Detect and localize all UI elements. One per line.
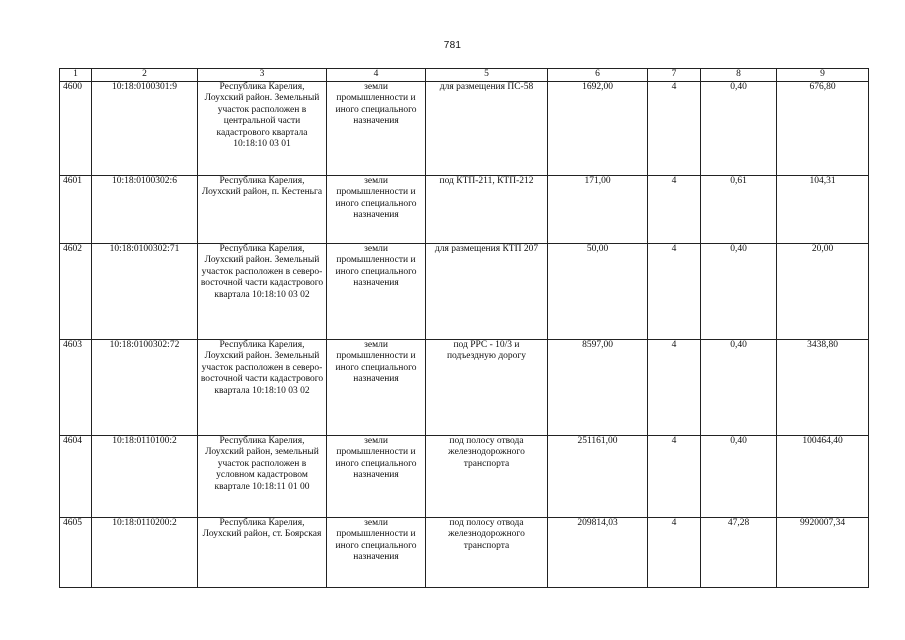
- row-number-cell: 4600: [60, 82, 92, 176]
- group-cell: 4: [648, 340, 701, 436]
- land-category-cell: земли промышленности и иного специального назначения: [327, 340, 426, 436]
- column-header-5: 5: [426, 69, 548, 82]
- table-row: [60, 518, 869, 588]
- area-cell: 209814,03: [548, 518, 648, 588]
- location-cell: Республика Карелия, Лоухский район. Земельный участок расположен в северо-восточной части кадастрового квартала 10:18:10 03 02: [198, 340, 327, 436]
- group-cell: 4: [648, 176, 701, 244]
- area-cell: 50,00: [548, 244, 648, 340]
- column-header-6: 6: [548, 69, 648, 82]
- land-category-cell: земли промышленности и иного специального назначения: [327, 518, 426, 588]
- column-header-7: 7: [648, 69, 701, 82]
- rate-cell: 0,40: [701, 436, 777, 518]
- land-category-cell: земли промышленности и иного специального назначения: [327, 244, 426, 340]
- column-header-4: 4: [327, 69, 426, 82]
- header-row: [60, 69, 869, 82]
- land-category-cell: земли промышленности и иного специального назначения: [327, 176, 426, 244]
- permitted-use-cell: для размещения ПС-58: [426, 82, 548, 176]
- area-cell: 171,00: [548, 176, 648, 244]
- land-category-cell: земли промышленности и иного специального назначения: [327, 436, 426, 518]
- column-header-3: 3: [198, 69, 327, 82]
- cadastral-value-cell: 100464,40: [777, 436, 869, 518]
- column-header-1: 1: [60, 69, 92, 82]
- rate-cell: 0,40: [701, 82, 777, 176]
- cadastral-number-cell: 10:18:0100302:71: [92, 244, 198, 340]
- land-category-cell: земли промышленности и иного специального назначения: [327, 82, 426, 176]
- location-cell: Республика Карелия, Лоухский район, земельный участок расположен в условном кадастровом квартале 10:18:11 01 00: [198, 436, 327, 518]
- row-number-cell: 4602: [60, 244, 92, 340]
- cadastral-value-cell: 676,80: [777, 82, 869, 176]
- group-cell: 4: [648, 436, 701, 518]
- permitted-use-cell: под полосу отвода железнодорожного транспорта: [426, 518, 548, 588]
- row-number-cell: 4601: [60, 176, 92, 244]
- permitted-use-cell: под полосу отвода железнодорожного транспорта: [426, 436, 548, 518]
- table-body: [60, 82, 869, 588]
- cadastral-value-cell: 3438,80: [777, 340, 869, 436]
- rate-cell: 0,40: [701, 340, 777, 436]
- cadastral-number-cell: 10:18:0110200:2: [92, 518, 198, 588]
- permitted-use-cell: под КТП-211, КТП-212: [426, 176, 548, 244]
- table-row: [60, 244, 869, 340]
- cadastral-value-cell: 20,00: [777, 244, 869, 340]
- column-header-9: 9: [777, 69, 869, 82]
- table-row: [60, 436, 869, 518]
- row-number-cell: 4604: [60, 436, 92, 518]
- rate-cell: 47,28: [701, 518, 777, 588]
- row-number-cell: 4603: [60, 340, 92, 436]
- group-cell: 4: [648, 82, 701, 176]
- area-cell: 8597,00: [548, 340, 648, 436]
- area-cell: 1692,00: [548, 82, 648, 176]
- cadastral-number-cell: 10:18:0100302:72: [92, 340, 198, 436]
- location-cell: Республика Карелия, Лоухский район. Земельный участок расположен в северо-восточной части кадастрового квартала 10:18:10 03 02: [198, 244, 327, 340]
- group-cell: 4: [648, 244, 701, 340]
- rate-cell: 0,40: [701, 244, 777, 340]
- table-row: [60, 176, 869, 244]
- row-number-cell: 4605: [60, 518, 92, 588]
- permitted-use-cell: для размещения КТП 207: [426, 244, 548, 340]
- land-plots-table: [59, 68, 869, 588]
- cadastral-value-cell: 9920007,34: [777, 518, 869, 588]
- table-row: [60, 340, 869, 436]
- cadastral-value-cell: 104,31: [777, 176, 869, 244]
- location-cell: Республика Карелия, Лоухский район, ст. Боярская: [198, 518, 327, 588]
- cadastral-number-cell: 10:18:0110100:2: [92, 436, 198, 518]
- column-header-2: 2: [92, 69, 198, 82]
- cadastral-number-cell: 10:18:0100302:6: [92, 176, 198, 244]
- location-cell: Республика Карелия, Лоухский район. Земельный участок расположен в центральной части кадастрового квартала 10:18:10 03 01: [198, 82, 327, 176]
- area-cell: 251161,00: [548, 436, 648, 518]
- table-row: [60, 82, 869, 176]
- location-cell: Республика Карелия, Лоухский район, п. Кестеньга: [198, 176, 327, 244]
- page-number: 781: [443, 40, 462, 51]
- permitted-use-cell: под РРС - 10/3 и подъездную дорогу: [426, 340, 548, 436]
- rate-cell: 0,61: [701, 176, 777, 244]
- cadastral-number-cell: 10:18:0100301:9: [92, 82, 198, 176]
- group-cell: 4: [648, 518, 701, 588]
- column-header-8: 8: [701, 69, 777, 82]
